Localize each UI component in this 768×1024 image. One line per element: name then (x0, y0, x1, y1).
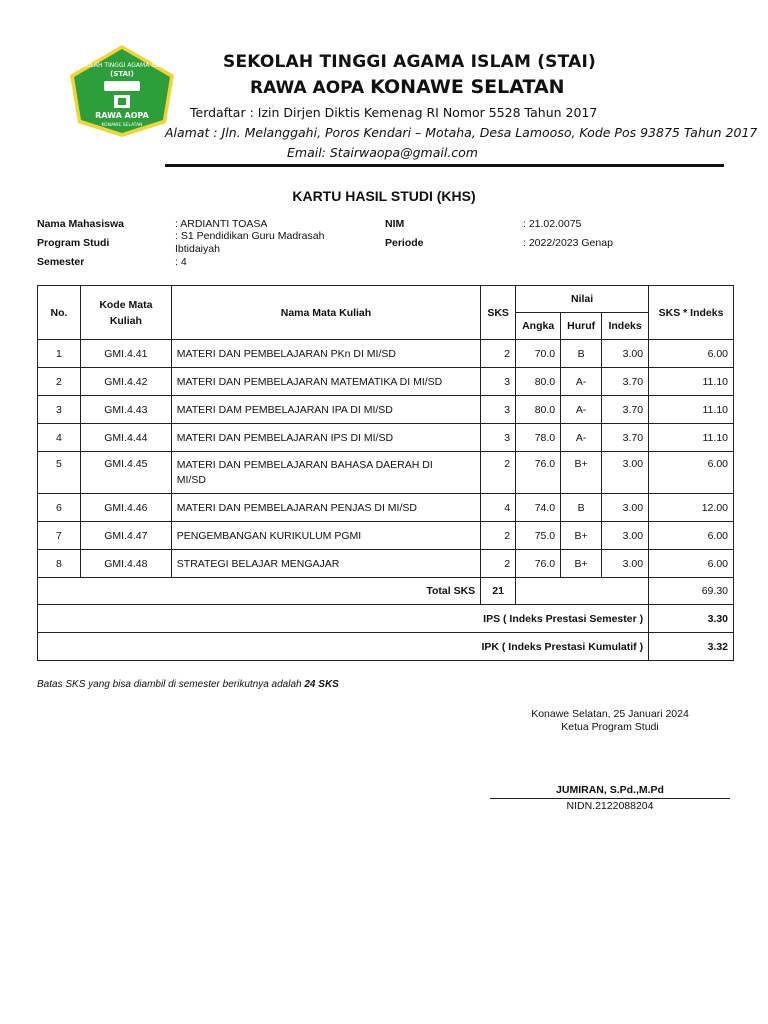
logo-text-small: KONAWE SELATAN (101, 123, 143, 128)
header-sks-indeks: SKS * Indeks (649, 286, 734, 340)
cell-course: MATERI DAM PEMBELAJARAN IPA DI MI/SD (171, 396, 480, 424)
sks-limit-note (37, 679, 339, 690)
cell-huruf: B+ (561, 452, 602, 494)
cell-course: MATERI DAN PEMBELAJARAN PKn DI MI/SD (171, 340, 480, 368)
program-value: : S1 Pendidikan Guru Madrasah Ibtidaiyah (175, 230, 325, 255)
nim-value: : 21.02.0075 (523, 218, 582, 230)
cell-no: 6 (38, 494, 81, 522)
header-huruf: Huruf (561, 313, 602, 340)
header-sks: SKS (481, 286, 516, 340)
cell-sks-indeks: 6.00 (649, 452, 734, 494)
cell-course: STRATEGI BELAJAR MENGAJAR (171, 550, 480, 578)
cell-angka: 76.0 (516, 550, 561, 578)
institution-name-part2: KONAWE SELATAN (370, 76, 565, 98)
cell-sks: 2 (481, 452, 516, 494)
cell-indeks: 3.70 (602, 424, 649, 452)
cell-indeks: 3.70 (602, 396, 649, 424)
cell-no: 5 (38, 452, 81, 494)
cell-angka: 74.0 (516, 494, 561, 522)
cell-sks: 3 (481, 368, 516, 396)
cell-sks: 2 (481, 340, 516, 368)
logo-text-top: SEKOLAH TINGGI AGAMA ISLAM (74, 62, 170, 69)
table-row (38, 452, 734, 494)
total-sks-value: 21 (481, 578, 516, 605)
table-row (38, 522, 734, 550)
header-course-code: Kode Mata Kuliah (80, 286, 171, 340)
table-row (38, 550, 734, 578)
signature-place-date: Konawe Selatan, 25 Januari 2024 (531, 708, 689, 720)
cell-course: MATERI DAN PEMBELAJARAN IPS DI MI/SD (171, 424, 480, 452)
cell-code: GMI.4.43 (80, 396, 171, 424)
ipk-row (38, 633, 734, 661)
institution-logo (66, 43, 178, 139)
period-value: : 2022/2023 Genap (523, 237, 613, 249)
cell-code: GMI.4.42 (80, 368, 171, 396)
cell-no: 4 (38, 424, 81, 452)
cell-course: MATERI DAN PEMBELAJARAN PENJAS DI MI/SD (171, 494, 480, 522)
nim-label: NIM (385, 218, 405, 230)
cell-no: 8 (38, 550, 81, 578)
student-name-label: Nama Mahasiswa (37, 218, 124, 230)
cell-no: 2 (38, 368, 81, 396)
ipk-value: 3.32 (649, 633, 734, 661)
header-indeks: Indeks (602, 313, 649, 340)
sks-limit-value: 24 SKS (304, 679, 339, 690)
cell-angka: 76.0 (516, 452, 561, 494)
header-divider (165, 164, 724, 167)
cell-angka: 80.0 (516, 396, 561, 424)
signature-role: Ketua Program Studi (561, 721, 659, 733)
grades-table (37, 285, 734, 661)
cell-huruf: A- (561, 368, 602, 396)
institution-name-part1: RAWA AOPA (250, 78, 371, 98)
table-row (38, 494, 734, 522)
email-text: Email: Stairwaopa@gmail.com (287, 145, 478, 160)
cell-sks: 4 (481, 494, 516, 522)
header-angka: Angka (516, 313, 561, 340)
cell-code: GMI.4.44 (80, 424, 171, 452)
cell-sks-indeks: 12.00 (649, 494, 734, 522)
signature-line (490, 798, 730, 799)
student-name-value: : ARDIANTI TOASA (175, 218, 268, 230)
table-row (38, 368, 734, 396)
cell-huruf: A- (561, 396, 602, 424)
cell-no: 3 (38, 396, 81, 424)
cell-huruf: B (561, 340, 602, 368)
cell-angka: 70.0 (516, 340, 561, 368)
period-label: Periode (385, 237, 424, 249)
cell-code: GMI.4.46 (80, 494, 171, 522)
cell-code: GMI.4.48 (80, 550, 171, 578)
table-row (38, 396, 734, 424)
cell-course: MATERI DAN PEMBELAJARAN MATEMATIKA DI MI/SD (171, 368, 480, 396)
registration-text: Terdaftar : Izin Dirjen Diktis Kemenag RI Nomor 5528 Tahun 2017 (190, 105, 598, 120)
semester-value: : 4 (175, 256, 187, 268)
cell-indeks: 3.00 (602, 494, 649, 522)
cell-code: GMI.4.47 (80, 522, 171, 550)
cell-indeks: 3.00 (602, 522, 649, 550)
ips-value: 3.30 (649, 605, 734, 633)
cell-huruf: B+ (561, 550, 602, 578)
cell-sks-indeks: 6.00 (649, 550, 734, 578)
document-title: KARTU HASIL STUDI (KHS) (292, 188, 476, 204)
cell-sks: 3 (481, 396, 516, 424)
cell-sks: 2 (481, 522, 516, 550)
cell-no: 7 (38, 522, 81, 550)
sks-limit-text: Batas SKS yang bisa diambil di semester berikutnya adalah (37, 679, 305, 690)
cell-indeks: 3.70 (602, 368, 649, 396)
cell-indeks: 3.00 (602, 550, 649, 578)
address-text: Alamat : Jln. Melanggahi, Poros Kendari – Motaha, Desa Lamooso, Kode Pos 93875 Tahun 2017 (165, 125, 758, 140)
cell-sks: 3 (481, 424, 516, 452)
cell-sks-indeks: 6.00 (649, 340, 734, 368)
ipk-label: IPK ( Indeks Prestasi Kumulatif ) (38, 633, 649, 661)
header-nilai: Nilai (516, 286, 649, 313)
table-row (38, 340, 734, 368)
cell-sks-indeks: 11.10 (649, 396, 734, 424)
cell-sks: 2 (481, 550, 516, 578)
ips-row (38, 605, 734, 633)
signature-name: JUMIRAN, S.Pd.,M.Pd (556, 784, 664, 796)
cell-no: 1 (38, 340, 81, 368)
cell-huruf: A- (561, 424, 602, 452)
cell-code: GMI.4.45 (80, 452, 171, 494)
institution-name-line1: SEKOLAH TINGGI AGAMA ISLAM (STAI) (223, 52, 596, 72)
total-indeks-value: 69.30 (649, 578, 734, 605)
header-course-name: Nama Mata Kuliah (171, 286, 480, 340)
program-label: Program Studi (37, 237, 110, 249)
cell-angka: 75.0 (516, 522, 561, 550)
cell-course: MATERI DAN PEMBELAJARAN BAHASA DAERAH DI MI/SD (171, 452, 480, 494)
total-empty-cell (516, 578, 649, 605)
cell-sks-indeks: 6.00 (649, 522, 734, 550)
cell-indeks: 3.00 (602, 452, 649, 494)
table-row (38, 424, 734, 452)
institution-name-line2 (250, 76, 565, 98)
logo-text-stai: (STAI) (110, 70, 134, 78)
cell-angka: 78.0 (516, 424, 561, 452)
semester-label: Semester (37, 256, 85, 268)
cell-huruf: B+ (561, 522, 602, 550)
signature-nidn: NIDN.2122088204 (566, 800, 654, 812)
header-no: No. (38, 286, 81, 340)
cell-code: GMI.4.41 (80, 340, 171, 368)
total-row (38, 578, 734, 605)
ips-label: IPS ( Indeks Prestasi Semester ) (38, 605, 649, 633)
cell-sks-indeks: 11.10 (649, 424, 734, 452)
cell-huruf: B (561, 494, 602, 522)
cell-course: PENGEMBANGAN KURIKULUM PGMI (171, 522, 480, 550)
total-sks-label: Total SKS (38, 578, 481, 605)
cell-angka: 80.0 (516, 368, 561, 396)
logo-text-bottom: RAWA AOPA (95, 111, 149, 120)
cell-sks-indeks: 11.10 (649, 368, 734, 396)
cell-indeks: 3.00 (602, 340, 649, 368)
